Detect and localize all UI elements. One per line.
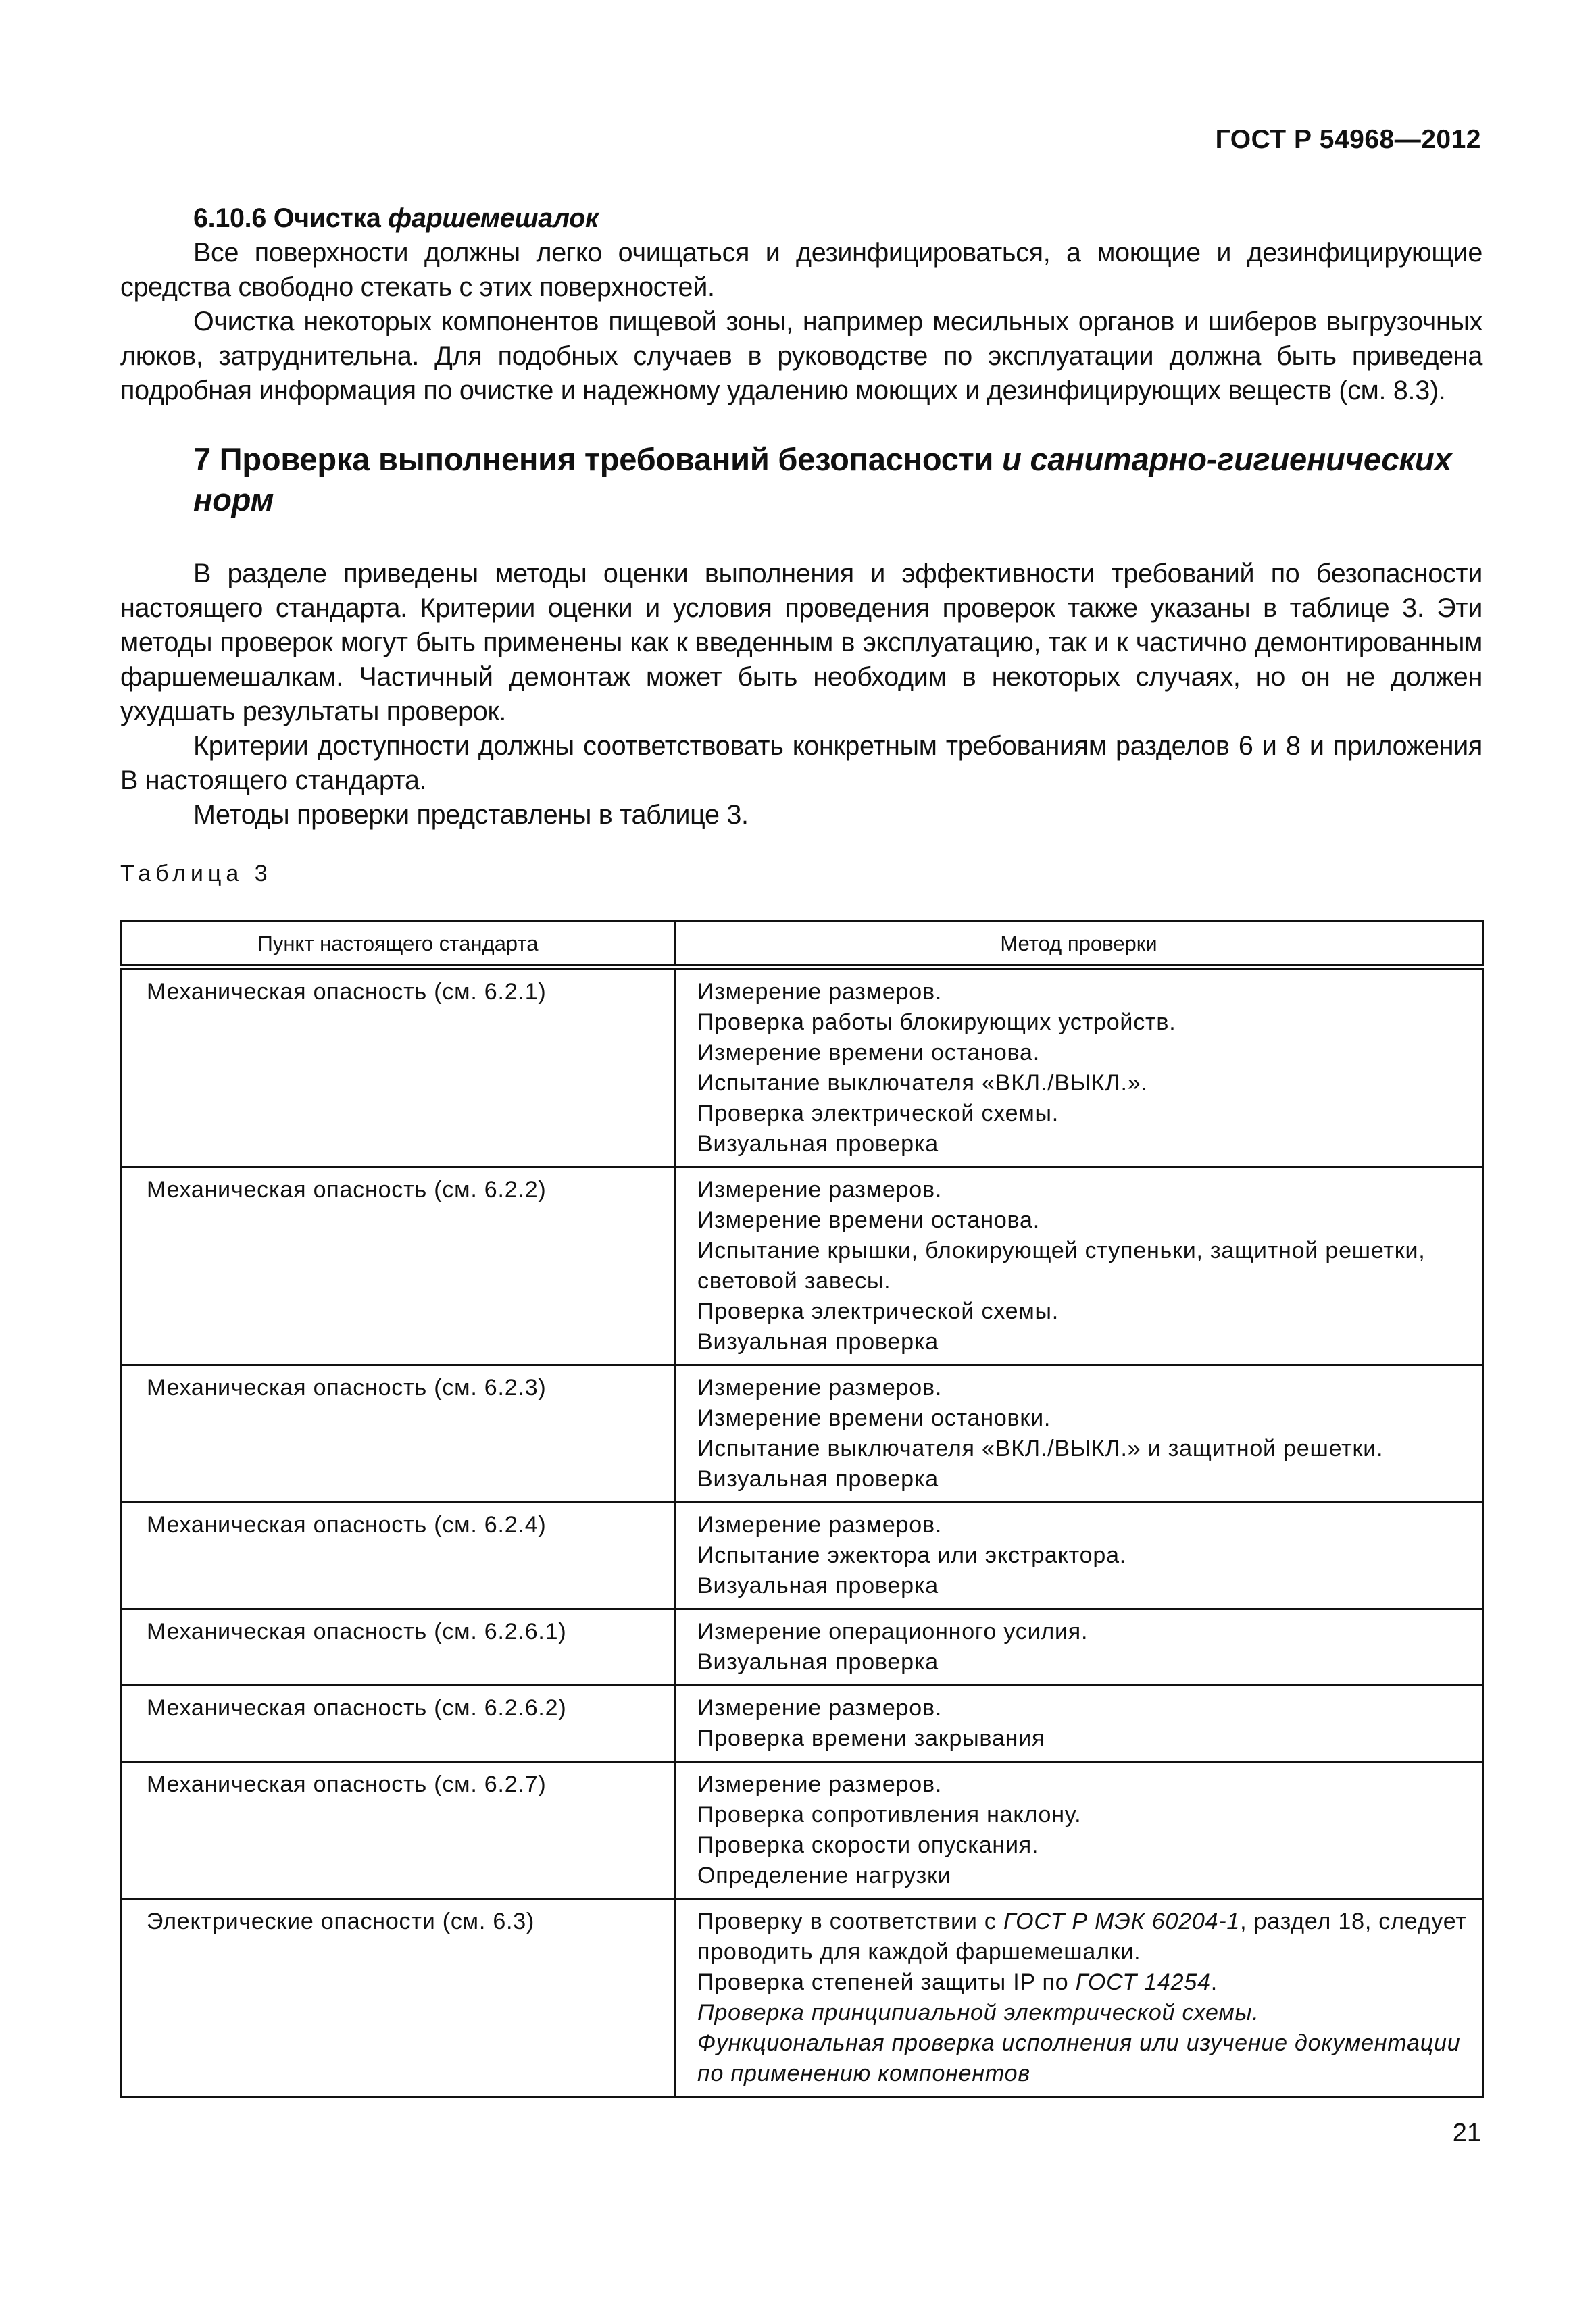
clause-cell: Механическая опасность (см. 6.2.6.1) — [122, 1609, 675, 1686]
paragraph: В разделе приведены методы оценки выполнения и эффективности требований по безопасности настоящего стандарта. Критерии оценки и условия проведения проверок также указаны в таблице 3. Эти методы проверок могут быть применены как к введенным в эксплуатацию, так и к частично демонтированным фаршемешалкам. Частичный демонтаж может быть необходим в некоторых случаях, но он не должен ухудшать результаты проверок. — [120, 559, 1482, 726]
column-header: Метод проверки — [675, 922, 1483, 967]
table-row — [122, 967, 1483, 1167]
standard-reference: ГОСТ Р МЭК 60204-1 — [1003, 1909, 1241, 1934]
table-row — [122, 1503, 1483, 1609]
clause-cell: Механическая опасность (см. 6.2.4) — [122, 1503, 675, 1609]
paragraph: Критерии доступности должны соответствовать конкретным требованиям разделов 6 и 8 и приложения В настоящего стандарта. — [120, 731, 1482, 795]
method-cell — [675, 1609, 1483, 1686]
table-header-row — [122, 922, 1483, 967]
method-text: Проверка степеней защиты IP по — [697, 1969, 1076, 1995]
clause-cell: Механическая опасность (см. 6.2.1) — [122, 967, 675, 1167]
method-line: Проверка работы блокирующих устройств. — [697, 1009, 1176, 1035]
paragraph: Очистка некоторых компонентов пищевой зоны, например месильных органов и шиберов выгрузочных люков, затруднительна. Для подобных случаев в руководстве по эксплуатации должна быть приведена подробная информация по очистке и надежному удалению моющих и дезинфицирующих веществ (см. 8.3). — [120, 307, 1482, 405]
method-line: Визуальная проверка — [697, 1131, 939, 1157]
clause-cell: Механическая опасность (см. 6.2.2) — [122, 1167, 675, 1365]
page-number: 21 — [1452, 2119, 1481, 2147]
method-line: Испытание выключателя «ВКЛ./ВЫКЛ.». — [697, 1070, 1148, 1096]
method-line: Испытание выключателя «ВКЛ./ВЫКЛ.» и защитной решетки. — [697, 1436, 1384, 1461]
method-line: Измерение размеров. — [697, 1512, 943, 1538]
method-line: Измерение времени останова. — [697, 1040, 1040, 1065]
method-line: Измерение размеров. — [697, 1375, 943, 1401]
section-7-title — [193, 439, 1484, 520]
section-7-body — [120, 557, 1482, 832]
method-cell — [675, 1503, 1483, 1609]
method-cell — [675, 1167, 1483, 1365]
method-cell — [675, 967, 1483, 1167]
document-header: ГОСТ Р 54968—2012 — [1215, 125, 1481, 154]
standard-reference: ГОСТ 14254 — [1075, 1969, 1211, 1995]
method-line: Проверка принципиальной электрической схемы. — [697, 2000, 1260, 2026]
method-line: Проверка скорости опускания. — [697, 1832, 1039, 1858]
table-row — [122, 1609, 1483, 1686]
method-cell — [675, 1365, 1483, 1503]
method-text: . — [1210, 1969, 1218, 1995]
method-line: Визуальная проверка — [697, 1329, 939, 1355]
clause-cell: Механическая опасность (см. 6.2.6.2) — [122, 1686, 675, 1762]
section-6-10-6 — [120, 201, 1482, 408]
method-line — [697, 1907, 1468, 1967]
subsection-title — [120, 201, 1482, 236]
method-line: Визуальная проверка — [697, 1649, 939, 1675]
method-line: Проверка времени закрывания — [697, 1726, 1045, 1751]
method-line: Проверка сопротивления наклону. — [697, 1802, 1082, 1828]
method-line: Визуальная проверка — [697, 1466, 939, 1492]
method-line: Проверка электрической схемы. — [697, 1299, 1059, 1324]
method-line: Проверка электрической схемы. — [697, 1101, 1059, 1126]
method-cell — [675, 1686, 1483, 1762]
paragraph: Все поверхности должны легко очищаться и дезинфицироваться, а моющие и дезинфицирующие средства свободно стекать с этих поверхностей. — [120, 238, 1482, 302]
table-row — [122, 1762, 1483, 1899]
method-line: Визуальная проверка — [697, 1573, 939, 1599]
method-line: Измерение операционного усилия. — [697, 1619, 1089, 1644]
table-row — [122, 1365, 1483, 1503]
verification-table — [120, 920, 1484, 2098]
method-line: Измерение размеров. — [697, 1771, 943, 1797]
subsection-title-text: 6.10.6 Очистка — [193, 203, 389, 233]
clause-cell: Механическая опасность (см. 6.2.3) — [122, 1365, 675, 1503]
method-cell — [675, 1762, 1483, 1899]
method-cell — [675, 1899, 1483, 2097]
paragraph: Методы проверки представлены в таблице 3. — [193, 800, 749, 830]
method-line: Испытание эжектора или экстрактора. — [697, 1542, 1127, 1568]
method-line: Измерение времени остановки. — [697, 1405, 1051, 1431]
method-line: Измерение размеров. — [697, 979, 943, 1005]
table-caption: Таблица 3 — [120, 861, 272, 886]
method-text: Проверку в соответствии с — [697, 1909, 1003, 1934]
method-text: , раздел 18, следует проводить для каждой фаршемешалки. — [697, 1909, 1467, 1965]
method-line: Измерение размеров. — [697, 1695, 943, 1721]
method-line: Функциональная проверка исполнения или изучение документации по применению компонентов — [697, 2030, 1461, 2086]
method-line: Измерение размеров. — [697, 1177, 943, 1203]
clause-cell: Электрические опасности (см. 6.3) — [122, 1899, 675, 2097]
method-line: Определение нагрузки — [697, 1863, 951, 1888]
table-row — [122, 1167, 1483, 1365]
subsection-title-italic: фаршемешалок — [388, 203, 599, 233]
section-title-text: 7 Проверка выполнения требований безопасности — [193, 441, 1003, 477]
method-line: Измерение времени останова. — [697, 1207, 1040, 1233]
method-line: Испытание крышки, блокирующей ступеньки, защитной решетки, световой завесы. — [697, 1238, 1426, 1294]
column-header: Пункт настоящего стандарта — [122, 922, 675, 967]
table-row — [122, 1686, 1483, 1762]
method-line — [697, 1967, 1468, 1998]
table-row — [122, 1899, 1483, 2097]
clause-cell: Механическая опасность (см. 6.2.7) — [122, 1762, 675, 1899]
section-title-italic: и санитарно-гигиенических норм — [193, 441, 1452, 518]
